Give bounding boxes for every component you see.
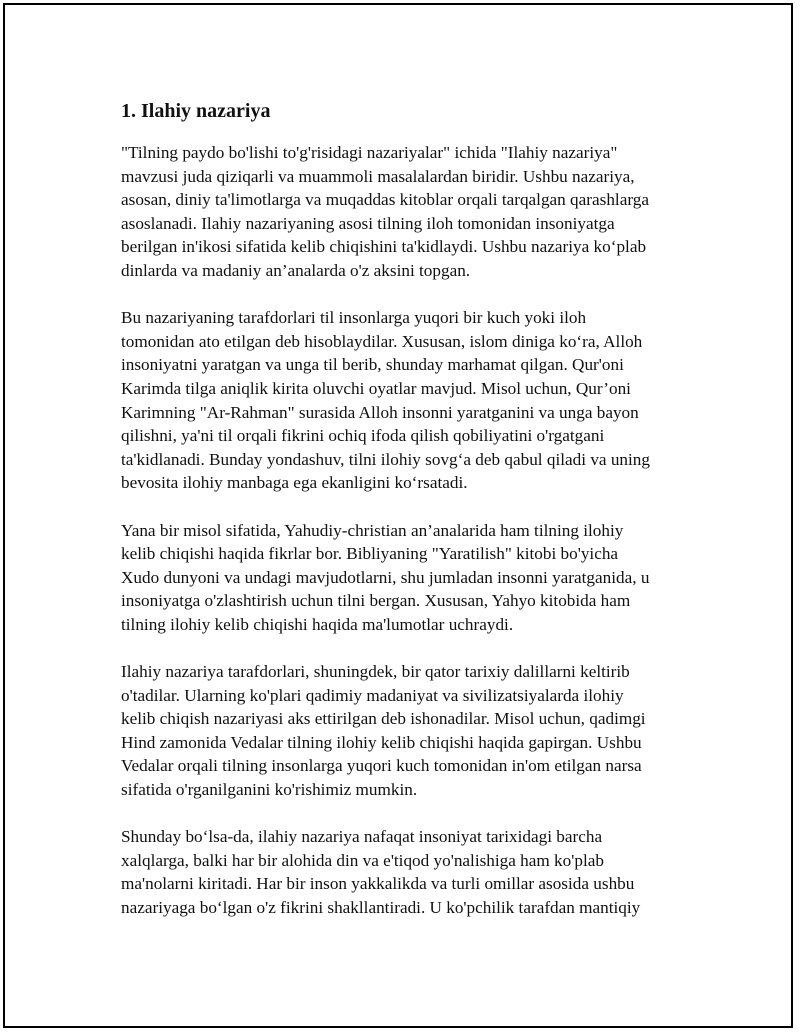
- text-line: ma'nolarni kiritadi. Har bir inson yakkalikda va turli omillar asosida ushbu: [121, 874, 635, 894]
- paragraph: [121, 306, 696, 495]
- text-line: qilishni, ya'ni til orqali fikrini ochiq ifoda qilish qobiliyatini o'rgatgani: [121, 426, 605, 446]
- text-line: berilgan in'ikosi sifatida kelib chiqishini ta'kidlaydi. Ushbu nazariya ko‘plab: [121, 237, 647, 257]
- text-line: kelib chiqish nazariyasi aks ettirilgan deb ishonadilar. Misol uchun, qadimgi: [121, 709, 646, 729]
- text-line: o'tadilar. Ularning ko'plari qadimiy madaniyat va sivilizatsiyalarda ilohiy: [121, 685, 624, 705]
- paragraph: [121, 141, 696, 283]
- text-line: kelib chiqishi haqida fikrlar bor. Bibliyaning "Yaratilish" kitobi bo'yicha: [121, 544, 619, 564]
- paragraph: [121, 660, 696, 802]
- text-line: "Tilning paydo bo'lishi to'g'risidagi nazariyalar" ichida "Ilahiy nazariya": [121, 143, 618, 162]
- text-line: Ilahiy nazariya tarafdorlari, shuningdek, bir qator tarixiy dalillarni keltirib: [121, 662, 630, 682]
- text-line: Vedalar orqali tilning insonlarga yuqori kuch tomonidan in'om etilgan narsa: [121, 756, 642, 776]
- document-body: [121, 98, 696, 943]
- paragraph: [121, 519, 696, 637]
- text-line: sifatida o'rganilganini ko'rishimiz mumkin.: [121, 780, 418, 800]
- text-line: Yana bir misol sifatida, Yahudiy-christian an’analarida ham tilning ilohiy: [121, 520, 624, 540]
- text-line: nazariyaga bo‘lgan o'z fikrini shakllantiradi. U ko'pchilik tarafdan mantiqiy: [121, 898, 641, 917]
- text-line: insoniyatni yaratgan va unga til berib, shunday marhamat qilgan. Qur'oni: [121, 355, 624, 375]
- text-line: bevosita ilohiy manbaga ega ekanligini ko‘rsatadi.: [121, 473, 468, 493]
- text-line: asosan, diniy ta'limotlarga va muqaddas kitoblar orqali tarqalgan qarashlarga: [121, 190, 649, 210]
- text-line: xalqlarga, balki har bir alohida din va e'tiqod yo'nalishiga ham ko'plab: [121, 850, 604, 870]
- text-line: ta'kidlanadi. Bunday yondashuv, tilni ilohiy sovg‘a deb qabul qiladi va uning: [121, 449, 650, 469]
- text-line: Shunday bo‘lsa-da, ilahiy nazariya nafaqat insoniyat tarixidagi barcha: [121, 827, 603, 847]
- section-heading: 1. Ilahiy nazariya: [121, 100, 271, 122]
- text-line: mavzusi juda qiziqarli va muammoli masalalardan biridir. Ushbu nazariya,: [121, 166, 635, 186]
- text-line: Xudo dunyoni va undagi mavjudotlarni, shu jumladan insonni yaratganida, u: [121, 567, 650, 587]
- text-line: Bu nazariyaning tarafdorlari til insonlarga yuqori bir kuch yoki iloh: [121, 308, 587, 328]
- text-line: tilning ilohiy kelib chiqishi haqida ma'lumotlar uchraydi.: [121, 614, 514, 634]
- text-line: Hind zamonida Vedalar tilning ilohiy kelib chiqishi haqida gapirgan. Ushbu: [121, 732, 642, 752]
- text-line: insoniyatga o'zlashtirish uchun tilni bergan. Xususan, Yahyo kitobida ham: [121, 591, 631, 611]
- paragraph-list: [121, 141, 696, 920]
- text-line: asoslanadi. Ilahiy nazariyaning asosi tilning iloh tomonidan insoniyatga: [121, 213, 615, 233]
- document-page: [3, 3, 793, 1028]
- text-line: tomonidan ato etilgan deb hisoblaydilar. Xususan, islom diniga ko‘ra, Alloh: [121, 331, 643, 351]
- paragraph: [121, 825, 696, 919]
- text-line: dinlarda va madaniy an’analarda o'z aksini topgan.: [121, 260, 471, 280]
- text-line: Karimda tilga aniqlik kirita oluvchi oyatlar mavjud. Misol uchun, Qur’oni: [121, 378, 631, 398]
- text-line: Karimning "Ar-Rahman" surasida Alloh insonni yaratganini va unga bayon: [121, 402, 639, 422]
